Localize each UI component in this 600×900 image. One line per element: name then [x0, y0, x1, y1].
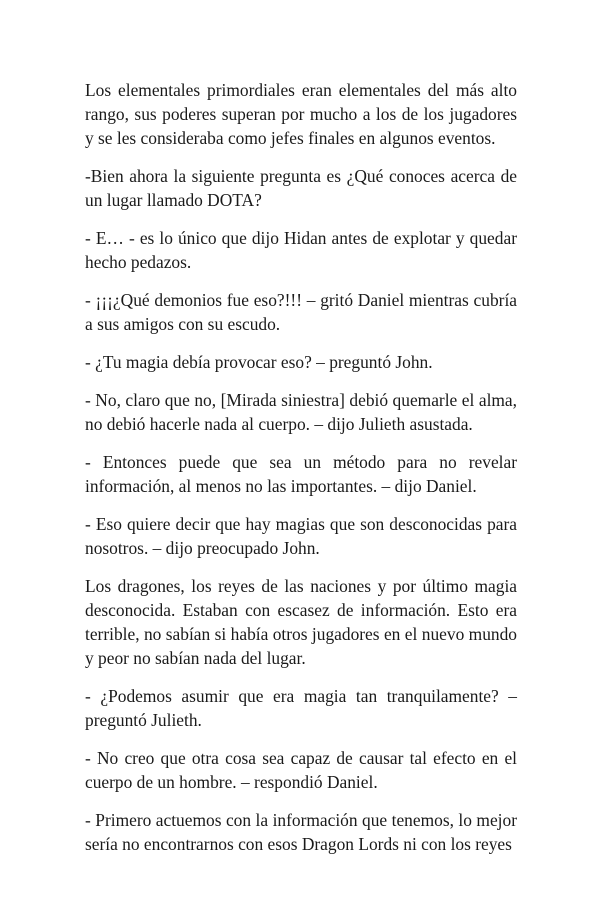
paragraph: - Entonces puede que sea un método para no revelar información, al menos no las importantes. – dijo Daniel.: [85, 452, 517, 496]
paragraph: - No creo que otra cosa sea capaz de causar tal efecto en el cuerpo de un hombre. – respondió Daniel.: [85, 748, 517, 792]
paragraph: Los dragones, los reyes de las naciones y por último magia desconocida. Estaban con escasez de información. Esto era terrible, no sabían si había otros jugadores en el nuevo mundo y peor no sabían nada del lugar.: [85, 576, 517, 668]
paragraph: - ¡¡¡¿Qué demonios fue eso?!!! – gritó Daniel mientras cubría a sus amigos con su escudo.: [85, 290, 517, 334]
paragraph: Los elementales primordiales eran elementales del más alto rango, sus poderes superan por mucho a los de los jugadores y se les consideraba como jefes finales en algunos eventos.: [85, 80, 517, 148]
paragraph: - Eso quiere decir que hay magias que son desconocidas para nosotros. – dijo preocupado John.: [85, 514, 517, 558]
paragraph: -Bien ahora la siguiente pregunta es ¿Qué conoces acerca de un lugar llamado DOTA?: [85, 166, 517, 210]
paragraph: - Primero actuemos con la información que tenemos, lo mejor sería no encontrarnos con esos Dragon Lords ni con los reyes: [85, 810, 517, 854]
paragraph: - E… - es lo único que dijo Hidan antes de explotar y quedar hecho pedazos.: [85, 228, 517, 272]
paragraph: - No, claro que no, [Mirada siniestra] debió quemarle el alma, no debió hacerle nada al cuerpo. – dijo Julieth asustada.: [85, 390, 517, 434]
paragraph: - ¿Tu magia debía provocar eso? – preguntó John.: [85, 352, 433, 372]
paragraph: - ¿Podemos asumir que era magia tan tranquilamente? – preguntó Julieth.: [85, 686, 517, 730]
page-text: [85, 78, 517, 870]
